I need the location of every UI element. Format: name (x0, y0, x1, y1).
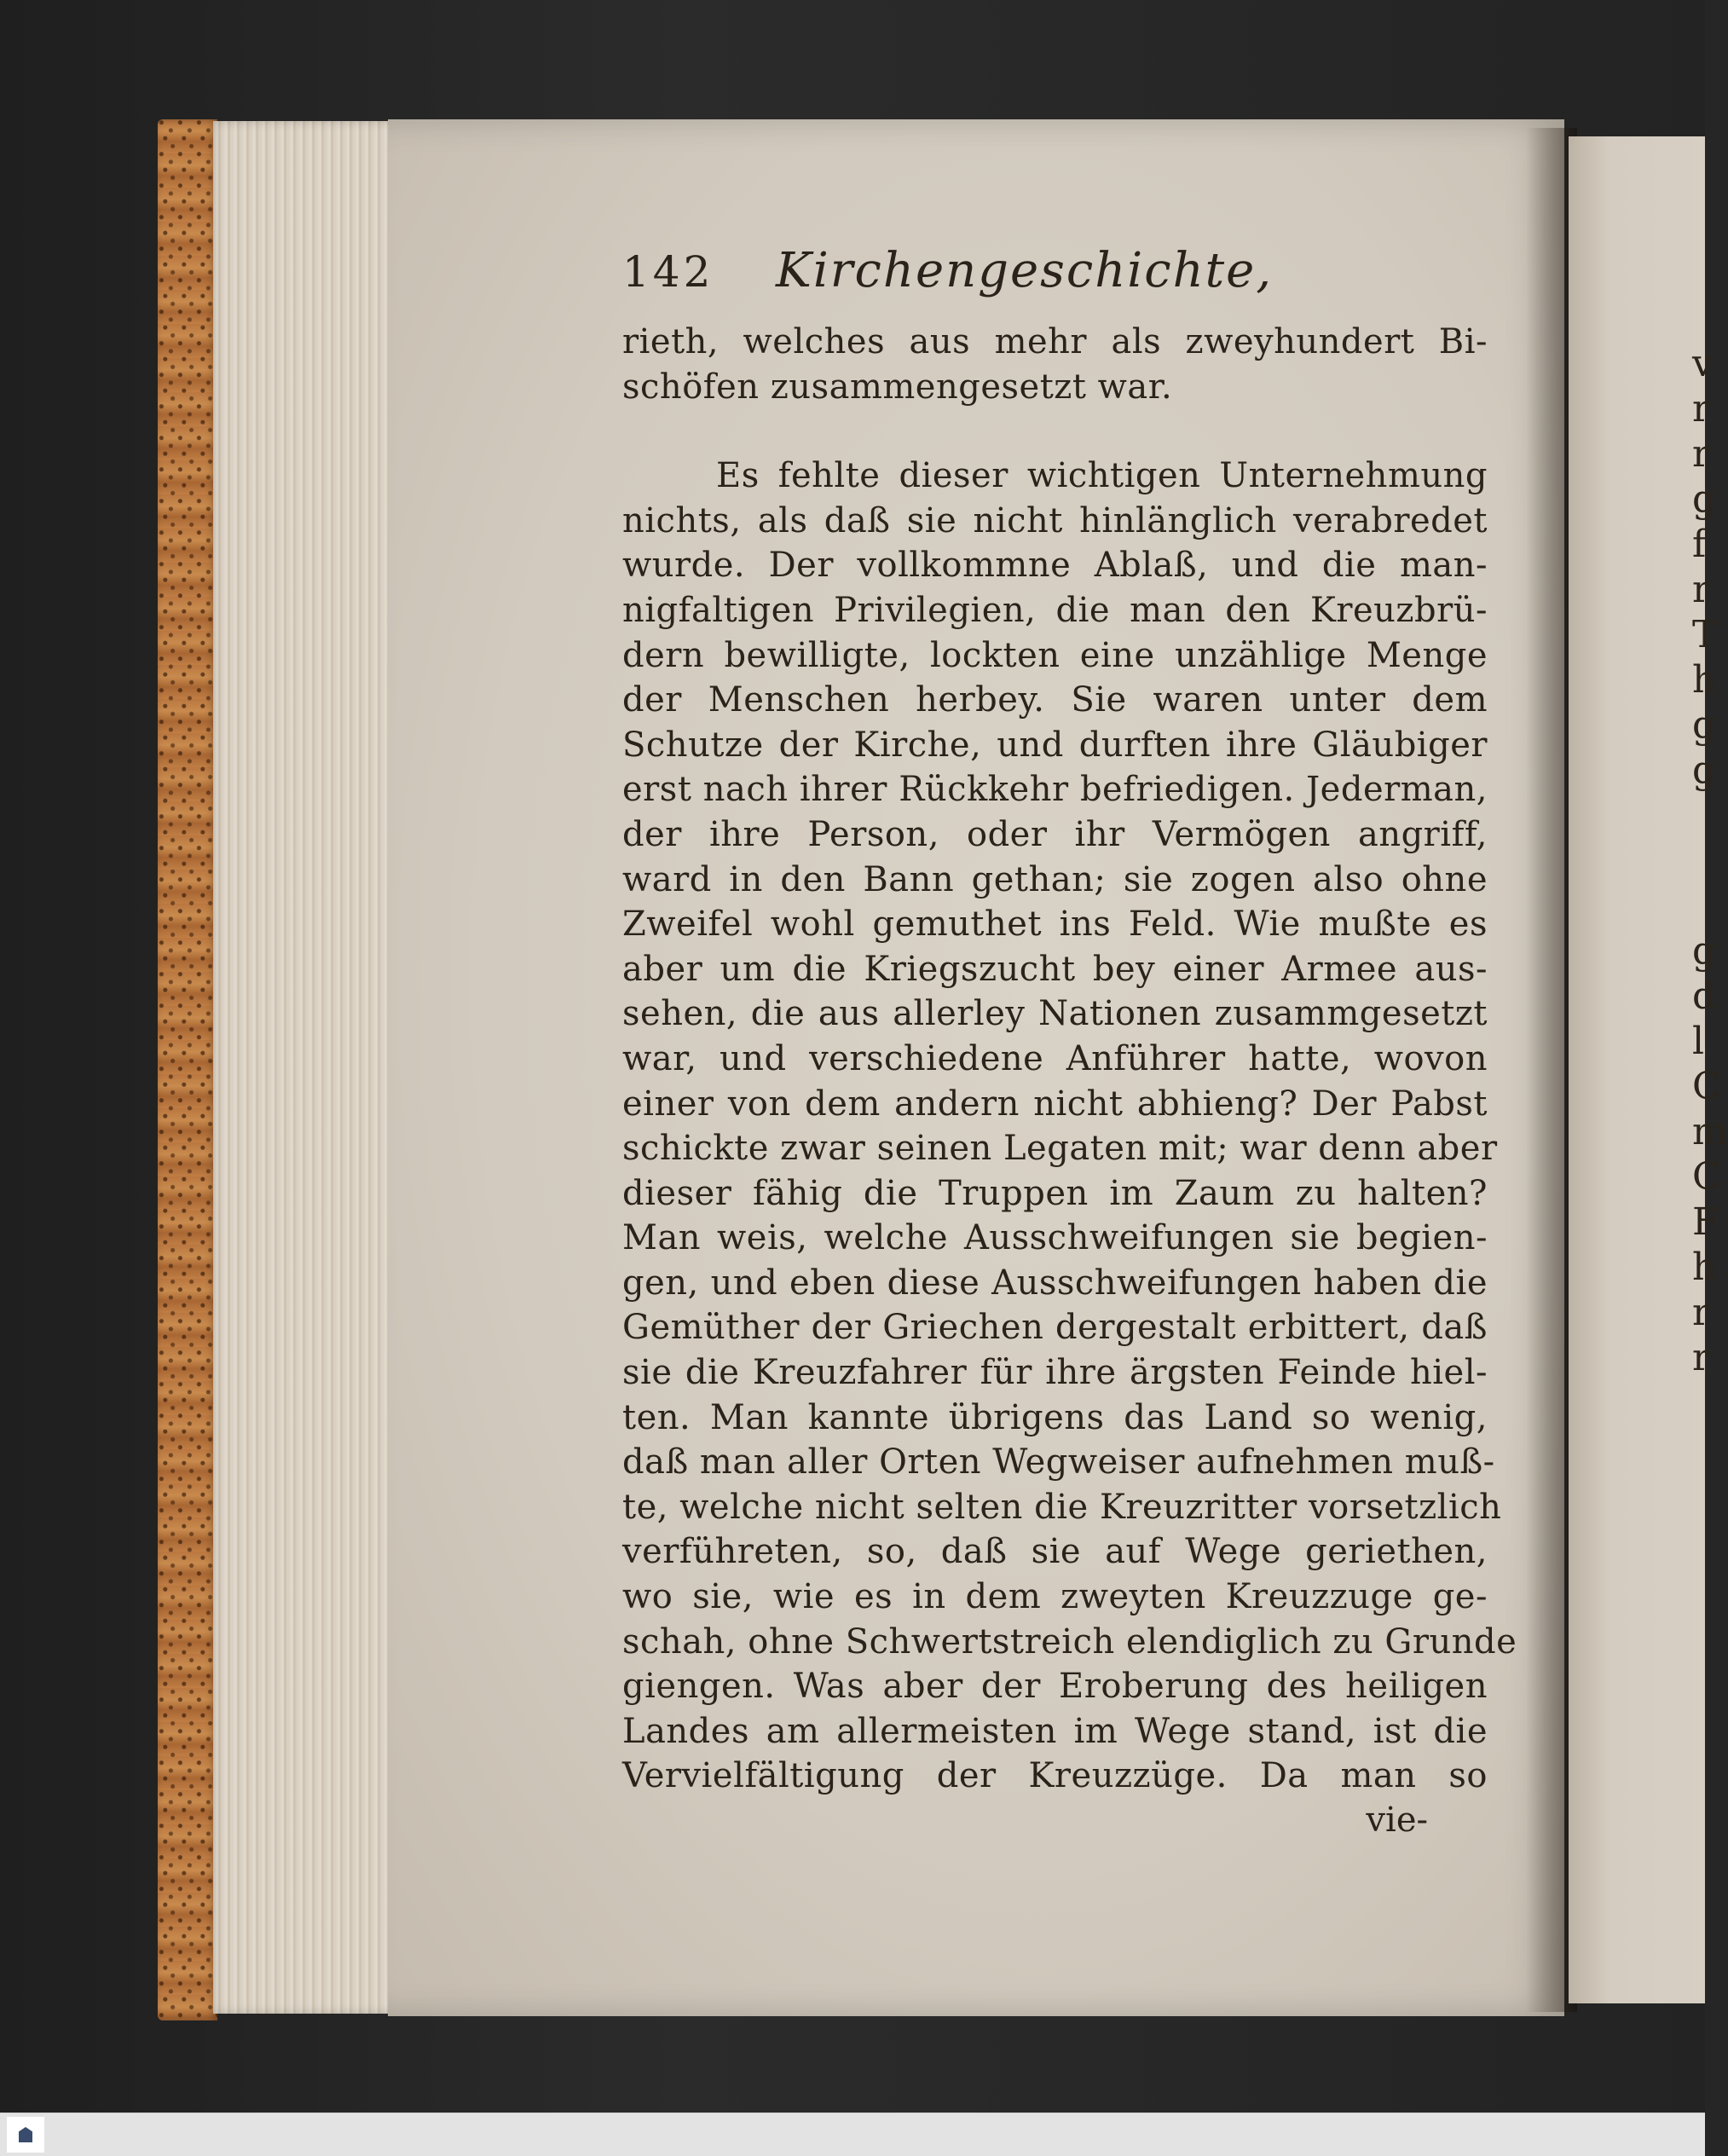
text-line: dieser fähig die Truppen im Zaum zu halten? (622, 1173, 1488, 1213)
text-line: Vervielfältigung der Kreuzzüge. Da man so (622, 1756, 1488, 1796)
text-line: Landes am allermeisten im Wege stand, ist die (622, 1711, 1488, 1751)
facing-page-glyph: C (1692, 1155, 1721, 1199)
facing-page-glyph: v (1692, 342, 1714, 385)
facing-page-glyph: C (1692, 1065, 1721, 1108)
text-line: nichts, als daß sie nicht hinlänglich verabredet (622, 500, 1488, 540)
page-number: 142 (622, 247, 714, 297)
text-line: der Menschen herbey. Sie waren unter dem (622, 680, 1488, 720)
facing-page-glyph (1692, 883, 1705, 928)
text-line: sehen, die aus allerley Nationen zusammgesetzt (622, 994, 1488, 1034)
text-line: erst nach ihrer Rückkehr befriedigen. Jederman, (622, 770, 1488, 810)
facing-page-glyph: g (1692, 929, 1717, 973)
text-line: schickte zwar seinen Legaten mit; war denn aber (622, 1129, 1498, 1169)
facing-page-glyph: f (1692, 523, 1707, 566)
facing-page-fragments (1692, 341, 1728, 1380)
facing-page-glyph: r (1692, 1291, 1711, 1334)
facing-page-glyph: g (1692, 703, 1717, 747)
text-line: Schutze der Kirche, und durften ihre Gläubiger (622, 725, 1488, 765)
facing-page-glyph: g (1692, 749, 1717, 792)
text-line: giengen. Was aber der Eroberung des heiligen (622, 1667, 1488, 1707)
text-line: Es fehlte dieser wichtigen Unternehmung (716, 456, 1488, 496)
running-head (622, 243, 1488, 320)
paragraph-gap (622, 409, 1488, 454)
text-line: Zweifel wohl gemuthet ins Feld. Wie mußte es (622, 905, 1488, 945)
text-line: der ihre Person, oder ihr Vermögen angriff, (622, 814, 1488, 854)
text-line: nigfaltigen Privilegien, die man den Kreuzbrü- (622, 590, 1488, 630)
text-line: wurde. Der vollkommne Ablaß, und die man- (622, 546, 1488, 586)
facing-page-glyph: g (1692, 477, 1717, 521)
text-line: gen, und eben diese Ausschweifungen haben die (622, 1263, 1488, 1303)
text-line: ten. Man kannte übrigens das Land so wenig, (622, 1397, 1488, 1437)
facing-page-glyph: F (1692, 1200, 1719, 1244)
catchword: vie- (1366, 1801, 1428, 1840)
facing-page-glyph (1692, 838, 1705, 883)
facing-page-glyph: m (1692, 1110, 1728, 1153)
text-line: wo sie, wie es in dem zweyten Kreuzzuge ge- (622, 1577, 1488, 1617)
facing-page-glyph: r (1692, 432, 1711, 476)
text-line: einer von dem andern nicht abhieng? Der Pabst (622, 1084, 1488, 1124)
text-line: dern bewilligte, lockten eine unzählige Menge (622, 635, 1488, 675)
facing-page-glyph (1692, 793, 1705, 838)
paragraph-main (622, 454, 1517, 1799)
facing-page-glyph: T (1692, 613, 1718, 656)
text-line: te, welche nicht selten die Kreuzritter vorsetzlich (622, 1487, 1502, 1527)
text-line: rieth, welches aus mehr als zweyhundert Bi- (622, 322, 1488, 361)
facing-page-glyph: r (1692, 568, 1711, 611)
running-head-title: Kirchengeschichte, (776, 243, 1274, 298)
facing-page-glyph: r (1692, 1336, 1711, 1379)
cover-speckle-texture (158, 119, 217, 2020)
facing-page-glyph: d (1692, 974, 1717, 1018)
facing-page-glyph: h (1692, 658, 1717, 702)
building-icon (19, 2127, 32, 2142)
facing-page-glyph: r (1692, 387, 1711, 431)
text-line: war, und verschiedene Anführer hatte, wovon (622, 1038, 1488, 1078)
library-logo (7, 2117, 44, 2153)
paragraph-continued (622, 320, 1488, 409)
page-text-block (622, 243, 1517, 1841)
text-line: ward in den Bann gethan; sie zogen also ohne (622, 859, 1488, 899)
text-line: Gemüther der Griechen dergestalt erbittert, daß (622, 1308, 1488, 1348)
text-line: daß man aller Orten Wegweiser aufnehmen muß- (622, 1442, 1495, 1483)
text-line: verführeten, so, daß sie auf Wege geriethen, (622, 1532, 1488, 1572)
page-block-edges (213, 121, 401, 2014)
facing-page-glyph: h (1692, 1246, 1717, 1289)
text-line: schöfen zusammengesetzt war. (622, 367, 1173, 407)
text-line: Man weis, welche Ausschweifungen sie begien- (622, 1218, 1488, 1258)
text-line: sie die Kreuzfahrer für ihre ärgsten Feinde hiel- (622, 1353, 1488, 1393)
facing-page-glyph: l (1692, 1020, 1705, 1063)
viewer-footer-bar (0, 2113, 1705, 2156)
text-line: schah, ohne Schwertstreich elendiglich zu Grunde (622, 1621, 1517, 1662)
text-line: aber um die Kriegszucht bey einer Armee aus- (622, 949, 1488, 989)
book-cover-edge (158, 119, 217, 2020)
facing-page-edge (1569, 136, 1728, 2003)
